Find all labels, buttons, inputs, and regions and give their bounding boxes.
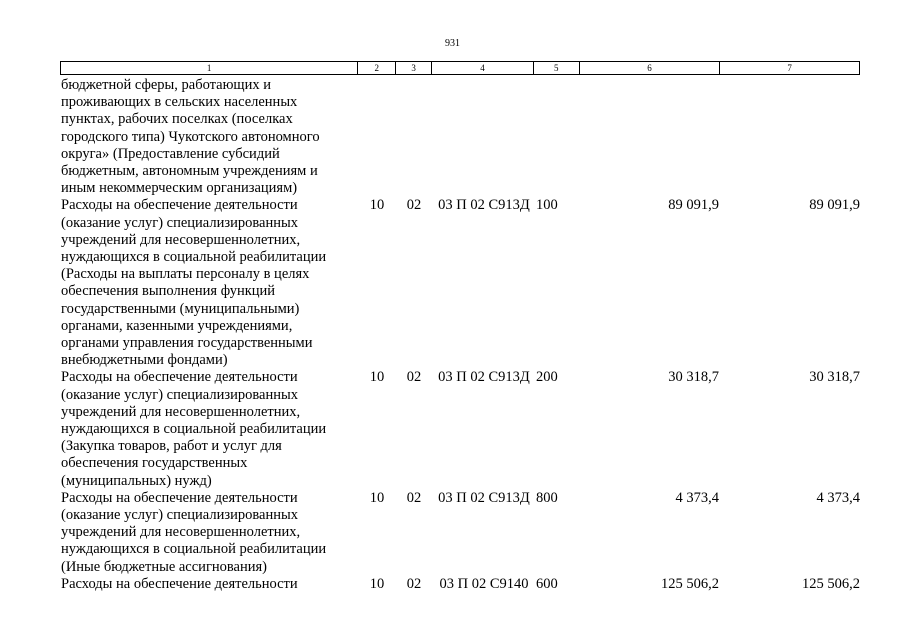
row-sum-2: 30 318,7 (809, 369, 860, 386)
row-sum-1: 4 373,4 (675, 489, 719, 506)
row-sum-1: 89 091,9 (668, 197, 719, 214)
row-section: 10 (369, 575, 385, 592)
row-csr: 03 П 02 С913Д (438, 369, 530, 386)
row-sum-1: 125 506,2 (661, 575, 719, 592)
header-col-4: 4 (432, 62, 534, 74)
row-name: Расходы на обеспечение деятельности (оказание услуг) специализированных учреждений для несовершеннолетних, нуждающихся в социальной реабилитации (Расходы на выплаты персоналу в целях обеспечения выполнения функций государственными (муниципальными) органами, казенными учреждениями, органами управления государственными внебюджетными фондами) (61, 197, 327, 369)
row-section: 10 (369, 369, 385, 386)
row-sum-1: 30 318,7 (668, 369, 719, 386)
row-name: Расходы на обеспечение деятельности (оказание услуг) специализированных учреждений для несовершеннолетних, нуждающихся в социальной реабилитации (Иные бюджетные ассигнования) (61, 489, 327, 575)
page-number: 931 (445, 38, 460, 49)
header-col-1: 1 (61, 62, 358, 74)
row-vr: 100 (536, 197, 558, 214)
row-subsection: 02 (406, 369, 422, 386)
row-name: бюджетной сферы, работающих и проживающих в сельских населенных пунктах, рабочих поселках (поселках городского типа) Чукотского автономного округа» (Предоставление субсидий бюджетным, автономным учреждениям и иным некоммерческим организациям) (61, 77, 320, 197)
row-subsection: 02 (406, 197, 422, 214)
table-row (60, 576, 860, 593)
row-sum-2: 4 373,4 (816, 489, 860, 506)
header-col-3: 3 (396, 62, 432, 74)
row-section: 10 (369, 489, 385, 506)
header-col-2: 2 (358, 62, 396, 74)
row-csr: 03 П 02 С913Д (438, 489, 530, 506)
header-col-6: 6 (580, 62, 721, 74)
row-csr: 03 П 02 С9140 (439, 575, 529, 592)
header-col-5: 5 (534, 62, 580, 74)
row-csr: 03 П 02 С913Д (438, 197, 530, 214)
row-name: Расходы на обеспечение деятельности (61, 575, 298, 592)
table-header (60, 61, 860, 75)
row-vr: 200 (536, 369, 558, 386)
row-section: 10 (369, 197, 385, 214)
row-sum-2: 125 506,2 (802, 575, 860, 592)
row-vr: 800 (536, 489, 558, 506)
table-body (60, 77, 860, 593)
row-subsection: 02 (406, 575, 422, 592)
row-name: Расходы на обеспечение деятельности (оказание услуг) специализированных учреждений для несовершеннолетних, нуждающихся в социальной реабилитации (Закупка товаров, работ и услуг для обеспечения государственных (муниципальных) нужд) (61, 369, 327, 489)
table-row (60, 490, 860, 576)
row-subsection: 02 (406, 489, 422, 506)
table-row (60, 369, 860, 489)
row-vr: 600 (536, 575, 558, 592)
table-row (60, 197, 860, 369)
header-col-7: 7 (787, 63, 792, 73)
table-row (60, 77, 860, 197)
row-sum-2: 89 091,9 (809, 197, 860, 214)
